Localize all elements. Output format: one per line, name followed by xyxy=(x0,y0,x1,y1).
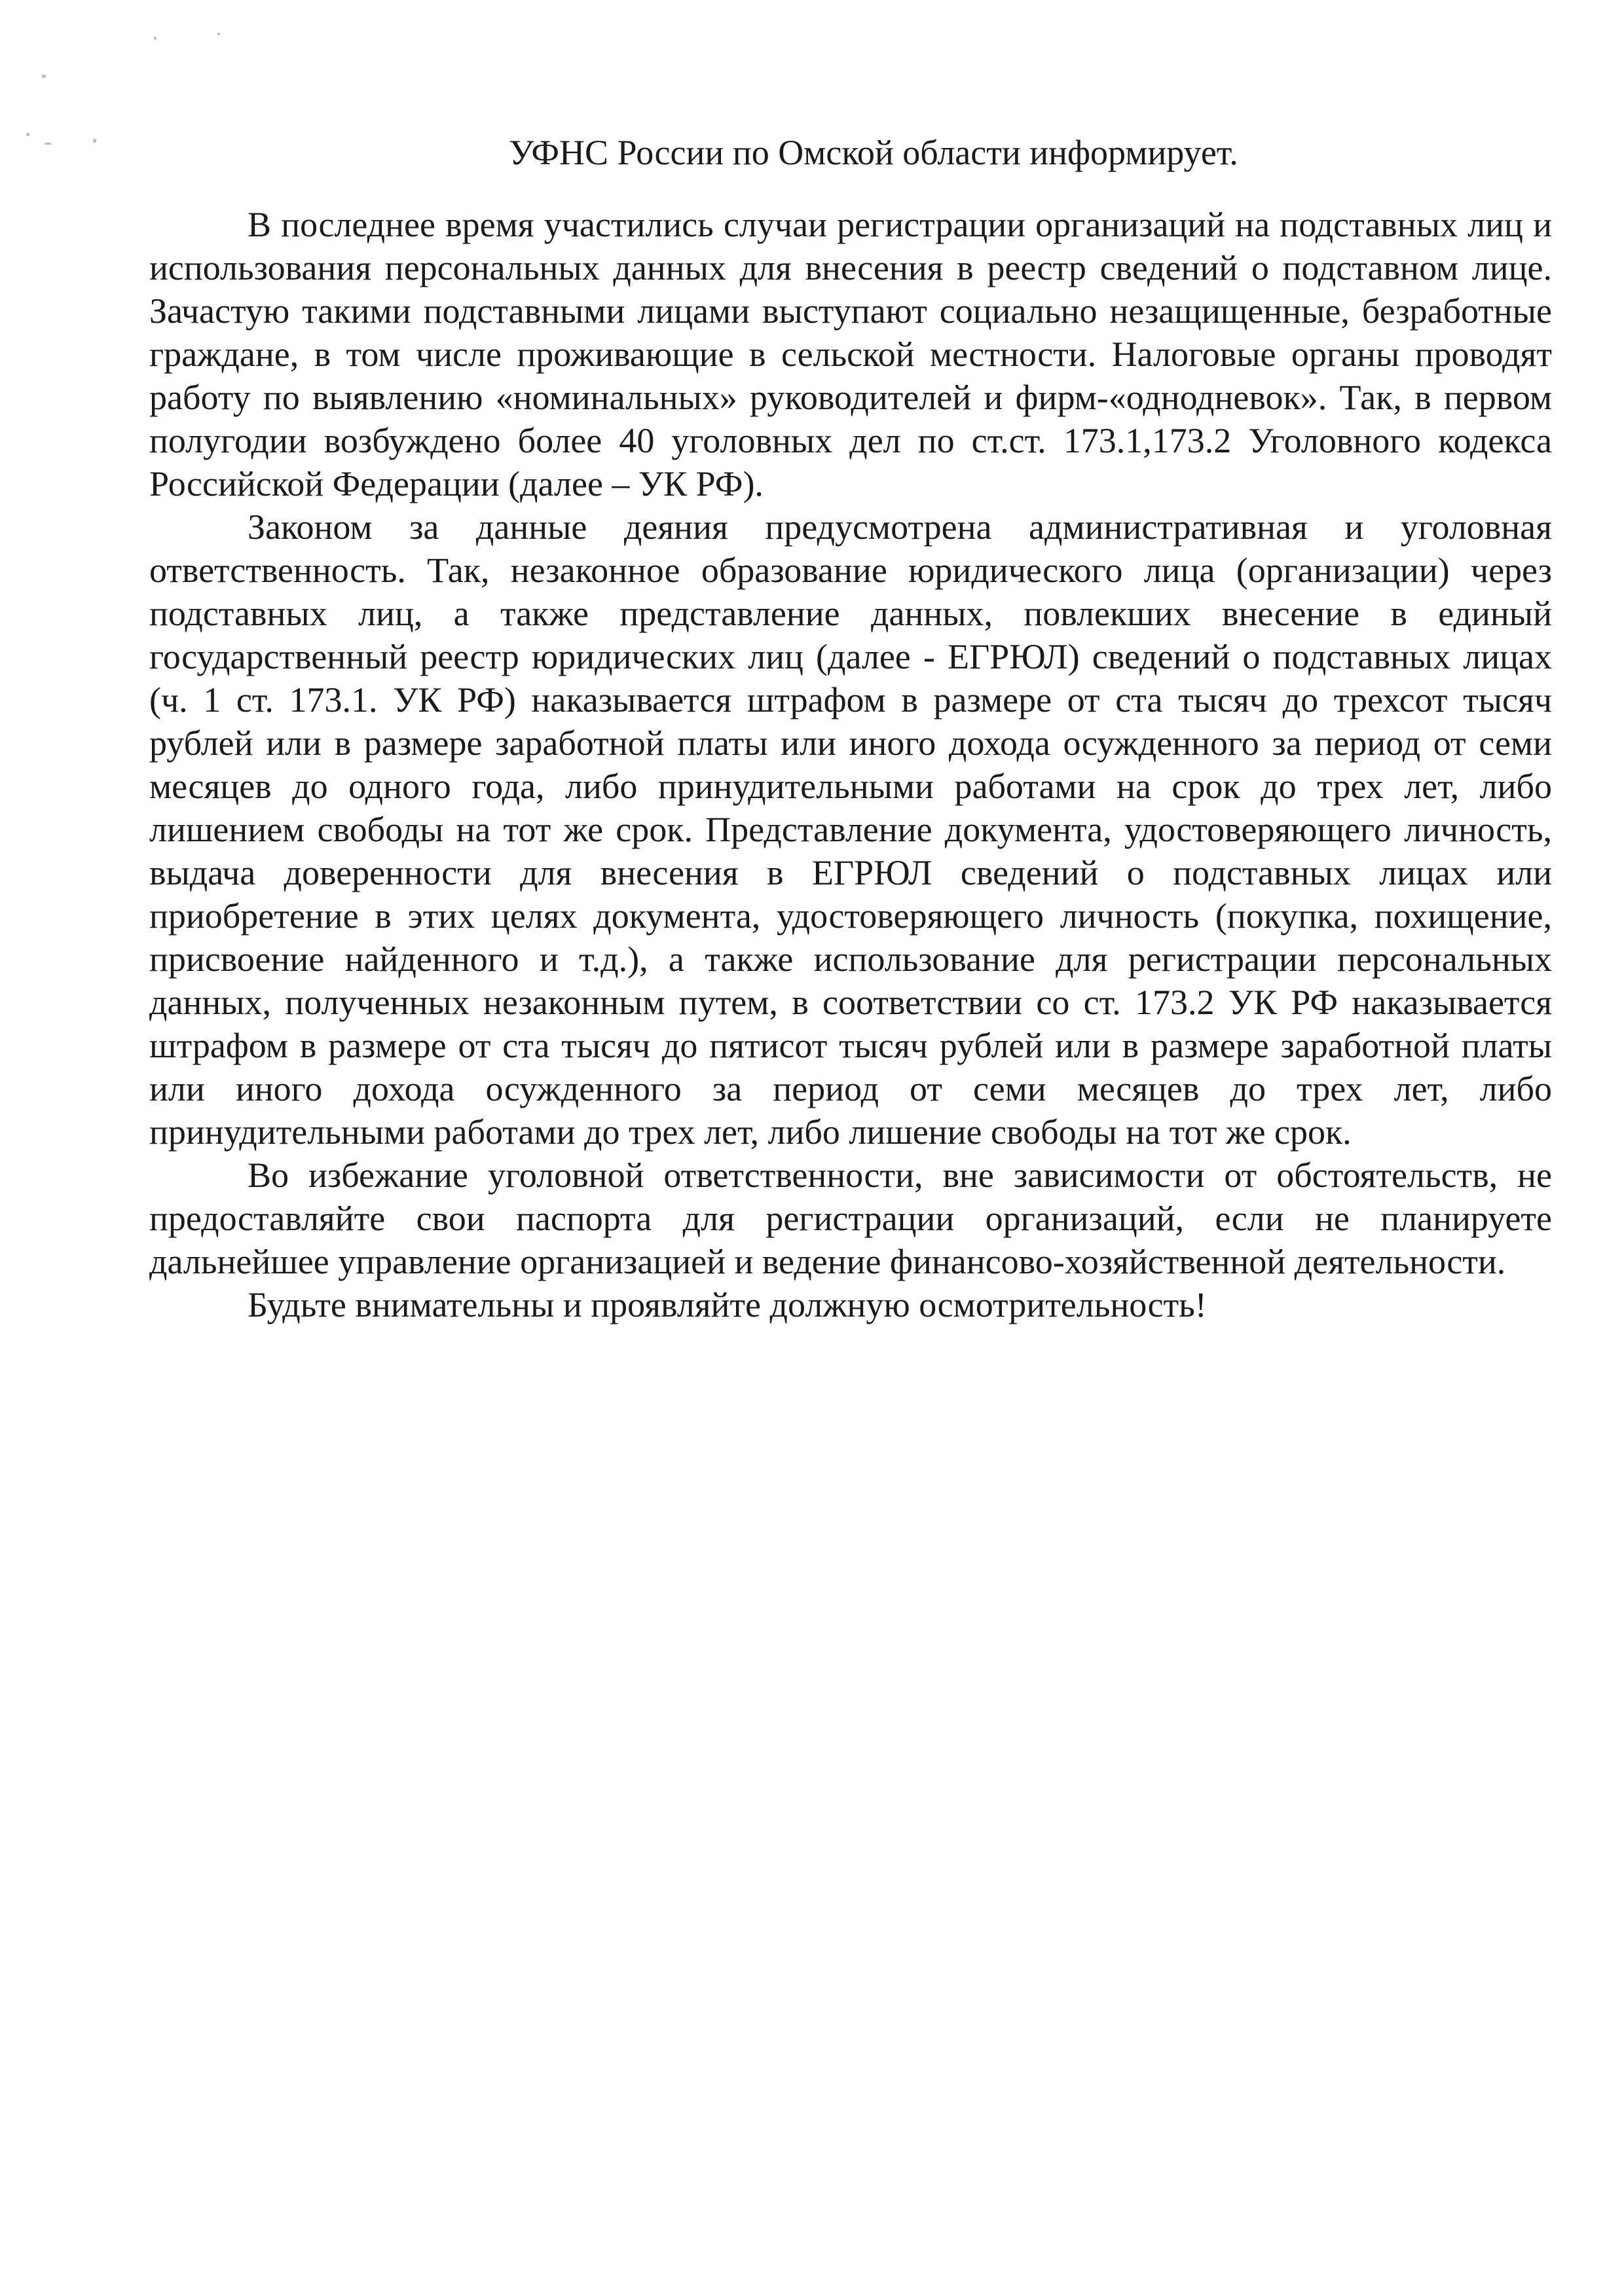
paragraph-closing: Будьте внимательны и проявляйте должную осмотрительность! xyxy=(248,1285,1207,1324)
paragraph-registration-cases: В последнее время участились случаи регистрации организаций на подставных лиц и использования персональных данных для внесения в реестр сведений о подставном лице. Зачастую такими подставными лицами выступают социально незащищенные, безработные граждане, в том числе проживающие в сельской местности. Налоговые органы проводят работу по выявлению «номинальных» руководителей и фирм-«однодневок». Так, в первом полугодии возбуждено более 40 уголовных дел по ст.ст. 173.1,173.2 Уголовного кодекса Российской Федерации (далее – УК РФ). xyxy=(149,205,1552,503)
scan-speck xyxy=(45,143,51,145)
document-title: УФНС России по Омской области информирует. xyxy=(509,133,1238,172)
scan-speck xyxy=(154,37,157,40)
scan-speck xyxy=(26,133,29,136)
scan-speck xyxy=(217,33,220,35)
document-body xyxy=(149,203,1552,1326)
scan-speck xyxy=(93,139,96,143)
paragraph-advice: Во избежание уголовной ответственности, вне зависимости от обстоятельств, не предоставляйте свои паспорта для регистрации организаций, если не планируете дальнейшее управление организацией и ведение финансово-хозяйственной деятельности. xyxy=(149,1156,1552,1281)
scan-speck xyxy=(42,75,46,78)
paragraph-liability: Законом за данные деяния предусмотрена административная и уголовная ответственность. Так, незаконное образование юридического лица (организации) через подставных лиц, а также представление данных, повлекших внесение в единый государственный реестр юридических лиц (далее - ЕГРЮЛ) сведений о подставных лицах (ч. 1 ст. 173.1. УК РФ) наказывается штрафом в размере от ста тысяч до трехсот тысяч рублей или в размере заработной платы или иного дохода осужденного за период от семи месяцев до одного года, либо принудительными работами на срок до трех лет, либо лишением свободы на тот же срок. Представление документа, удостоверяющего личность, выдача доверенности для внесения в ЕГРЮЛ сведений о подставных лицах или приобретение в этих целях документа, удостоверяющего личность (покупка, похищение, присвоение найденного и т.д.), а также использование для регистрации персональных данных, полученных незаконным путем, в соответствии со ст. 173.2 УК РФ наказывается штрафом в размере от ста тысяч до пятисот тысяч рублей или в размере заработной платы или иного дохода осужденного за период от семи месяцев до трех лет, либо принудительными работами до трех лет, либо лишение свободы на тот же срок. xyxy=(149,507,1552,1152)
